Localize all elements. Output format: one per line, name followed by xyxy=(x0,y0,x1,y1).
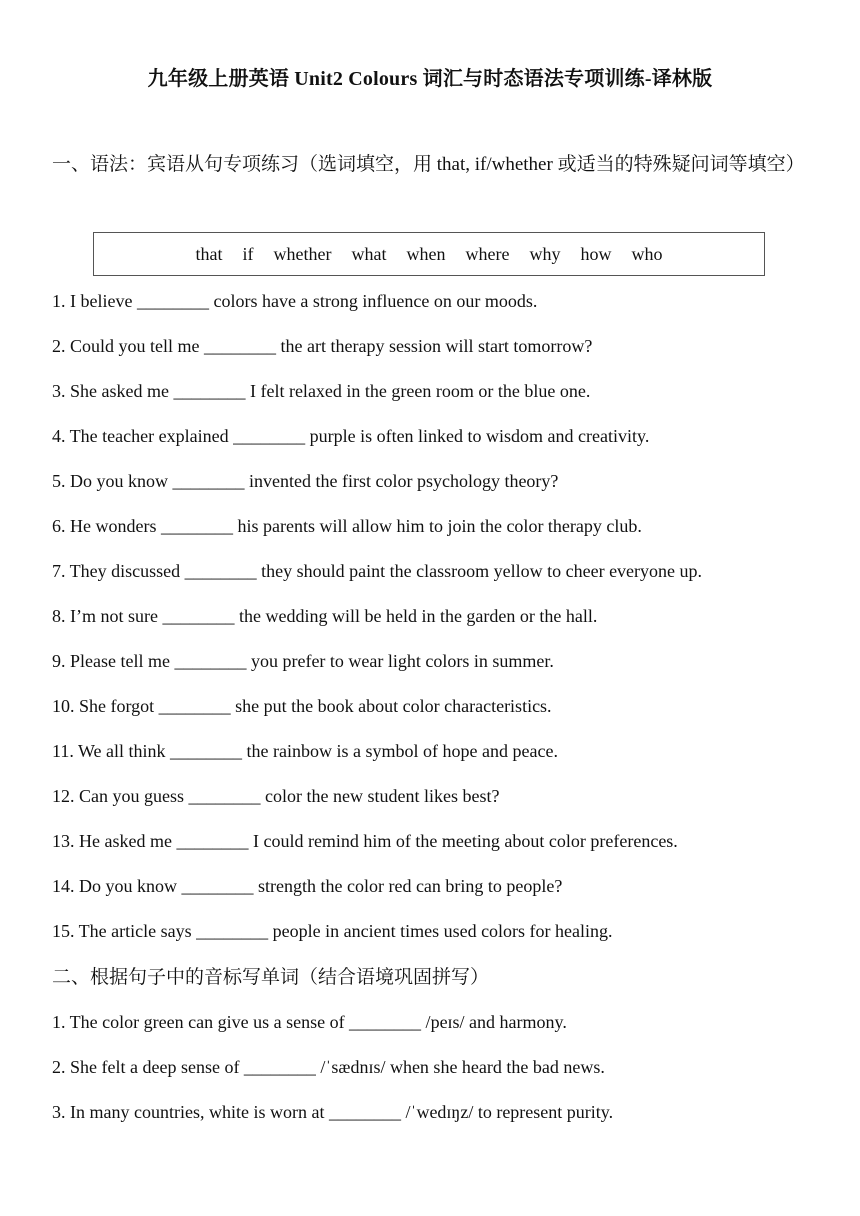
word-bank-item: how xyxy=(580,243,612,264)
question-item: 13. He asked me ________ I could remind him of the meeting about color preferences. xyxy=(52,831,678,851)
word-bank-box xyxy=(93,232,765,276)
word-bank-item: when xyxy=(406,243,446,264)
question-item: 12. Can you guess ________ color the new student likes best? xyxy=(52,786,500,806)
question-item: 2. Could you tell me ________ the art therapy session will start tomorrow? xyxy=(52,336,593,356)
question-item: 8. I’m not sure ________ the wedding will be held in the garden or the hall. xyxy=(52,606,598,626)
question-item: 7. They discussed ________ they should paint the classroom yellow to cheer everyone up. xyxy=(52,561,703,581)
word-bank-item: who xyxy=(631,243,663,264)
section1-heading: 一、语法：宾语从句专项练习（选词填空，用 that, if/whether 或适当的特殊疑问词等填空） xyxy=(52,154,805,175)
word-bank-item: why xyxy=(529,243,561,264)
question-item: 5. Do you know ________ invented the first color psychology theory? xyxy=(52,471,559,491)
word-bank-item: that xyxy=(195,243,223,264)
section2-question-list xyxy=(52,1000,832,1135)
question-item: 15. The article says ________ people in ancient times used colors for healing. xyxy=(52,921,613,941)
page-title: 九年级上册英语 Unit2 Colours 词汇与时态语法专项训练-译林版 xyxy=(147,68,713,90)
word-bank-item: where xyxy=(465,243,510,264)
question-item: 4. The teacher explained ________ purple is often linked to wisdom and creativity. xyxy=(52,426,650,446)
question-item: 3. She asked me ________ I felt relaxed in the green room or the blue one. xyxy=(52,381,591,401)
question-item: 10. She forgot ________ she put the book about color characteristics. xyxy=(52,696,552,716)
word-bank-item: whether xyxy=(273,243,332,264)
question-item: 1. The color green can give us a sense of ________ /peɪs/ and harmony. xyxy=(52,1012,567,1032)
question-item: 2. She felt a deep sense of ________ /ˈsædnɪs/ when she heard the bad news. xyxy=(52,1057,605,1077)
word-bank-item: what xyxy=(351,243,387,264)
question-item: 11. We all think ________ the rainbow is a symbol of hope and peace. xyxy=(52,741,558,761)
section1-question-list xyxy=(52,279,832,954)
question-item: 3. In many countries, white is worn at ________ /ˈwedɪŋz/ to represent purity. xyxy=(52,1102,614,1122)
section2-heading: 二、根据句子中的音标写单词（结合语境巩固拼写） xyxy=(52,967,490,988)
word-bank-item: if xyxy=(242,243,254,264)
question-item: 9. Please tell me ________ you prefer to wear light colors in summer. xyxy=(52,651,554,671)
question-item: 1. I believe ________ colors have a strong influence on our moods. xyxy=(52,291,538,311)
question-item: 14. Do you know ________ strength the color red can bring to people? xyxy=(52,876,563,896)
question-item: 6. He wonders ________ his parents will allow him to join the color therapy club. xyxy=(52,516,642,536)
